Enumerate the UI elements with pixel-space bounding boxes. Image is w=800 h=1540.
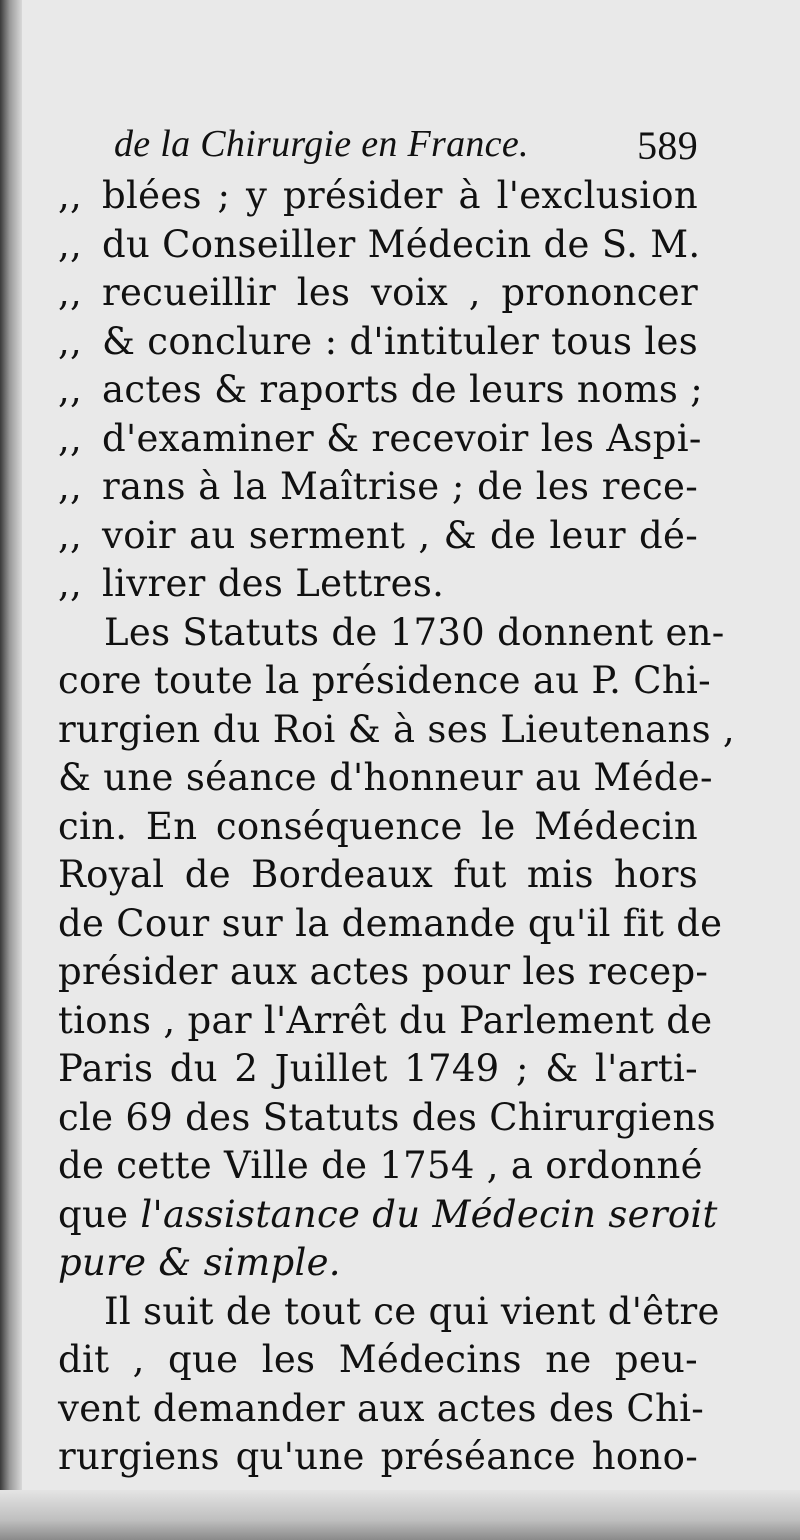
quote-line: ,, & conclure : d'intituler tous les: [58, 318, 698, 367]
quoted-passage: [58, 172, 704, 609]
page-binding-shadow: [0, 0, 22, 1540]
text-line: Paris du 2 Juillet 1749 ; & l'arti-: [58, 1047, 698, 1090]
text-line: & une séance d'honneur au Méde-: [58, 756, 713, 799]
text-line: de Cour sur la demande qu'il fit de: [58, 901, 723, 945]
text-line: [58, 1239, 698, 1288]
text-line: dit , que les Médecins ne peu-: [58, 1338, 698, 1381]
quote-line: ,, du Conseiller Médecin de S. M.: [58, 221, 698, 270]
quote-line: ,, livrer des Lettres.: [58, 560, 698, 609]
page-text-block: [58, 118, 735, 1482]
quote-mark: ,,: [58, 562, 83, 605]
page-number: 589: [637, 123, 698, 168]
text-line: tions , par l'Arrêt du Parlement de: [58, 998, 713, 1042]
quote-mark: ,,: [58, 513, 83, 557]
running-title: de la Chirurgie en France.: [114, 123, 529, 165]
quote-mark: ,,: [58, 368, 83, 411]
text-line: cin. En conséquence le Médecin: [58, 804, 698, 848]
text-line: Royal de Bordeaux fut mis hors: [58, 853, 698, 896]
page-header: [58, 118, 698, 172]
quote-mark: ,,: [58, 319, 83, 363]
text-line: Les Statuts de 1730 donnent en-: [104, 610, 725, 654]
text-line: cle 69 des Statuts des Chirurgiens: [58, 1095, 716, 1139]
text-line: de cette Ville de 1754 , a ordonné: [58, 1144, 703, 1187]
paragraph-conclusion: [58, 1288, 720, 1482]
quote-mark: ,,: [58, 465, 83, 508]
text-line: rurgien du Roi & à ses Lieutenans ,: [58, 707, 735, 751]
quote-mark: ,,: [58, 416, 83, 460]
quote-line: ,, blées ; y présider à l'exclusion: [58, 172, 698, 221]
quote-line: ,, actes & raports de leurs noms ;: [58, 366, 698, 415]
text-line: Il suit de tout ce qui vient d'être: [104, 1289, 720, 1333]
italic-text: pure & simple.: [58, 1241, 341, 1284]
quote-line: ,, voir au serment , & de leur dé-: [58, 512, 698, 561]
quote-line: ,, rans à la Maîtrise ; de les rece-: [58, 463, 698, 512]
text-line: présider aux actes pour les recep-: [58, 950, 709, 993]
quote-line: ,, d'examiner & recevoir les Aspi-: [58, 415, 698, 464]
text-line: que l'assistance du Médecin seroit: [58, 1192, 718, 1236]
italic-text: l'assistance du Médecin seroit: [140, 1192, 718, 1236]
quote-mark: ,,: [58, 271, 83, 314]
text-line: rurgiens qu'une préséance hono-: [58, 1435, 698, 1478]
text-line: core toute la présidence au P. Chi-: [58, 659, 711, 702]
quote-mark: ,,: [58, 222, 83, 266]
quote-line: ,, recueillir les voix , prononcer: [58, 269, 698, 318]
text-line: vent demander aux actes des Chi-: [58, 1386, 705, 1430]
quote-mark: ,,: [58, 174, 83, 217]
paragraph-statuts: [58, 609, 735, 1288]
page-bottom-shadow: [0, 1490, 800, 1540]
